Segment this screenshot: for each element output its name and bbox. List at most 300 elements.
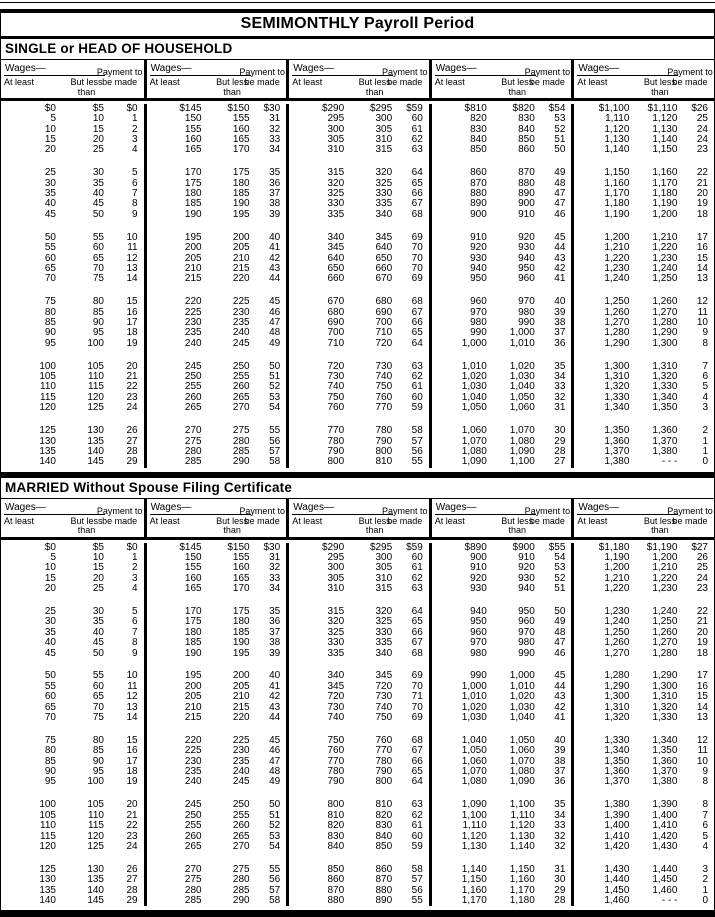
but-less-than-cell: 930: [518, 572, 535, 584]
column-group: [571, 543, 714, 907]
but-less-than-cell: 1,180: [652, 188, 678, 200]
payment-cell: 37: [554, 766, 566, 778]
payment-to-be-made-label: Payment to be made: [96, 505, 143, 526]
at-least-cell: 720: [327, 691, 345, 703]
at-least-cell: 120: [39, 840, 56, 852]
payment-cell: 33: [269, 572, 281, 584]
payment-cell: 4: [132, 583, 138, 595]
at-least-cell: 990: [470, 327, 487, 339]
table-row: [147, 243, 287, 253]
payment-cell: 22: [696, 605, 708, 617]
at-least-label: At least: [434, 76, 465, 87]
but-less-than-cell: $150: [227, 541, 250, 553]
at-least-cell: 255: [184, 820, 202, 832]
payment-cell: 33: [269, 134, 281, 146]
wage-sublabels: [435, 515, 536, 537]
at-least-cell: 160: [184, 572, 202, 584]
table-row: [289, 703, 429, 713]
column-group-header: [1, 60, 144, 98]
payment-cell: 35: [269, 167, 281, 179]
but-less-than-cell: 960: [518, 616, 535, 628]
wage-sublabels: [4, 515, 105, 537]
table-row: [1, 865, 144, 875]
payment-cell: 39: [269, 208, 281, 220]
but-less-than-cell: 130: [87, 425, 104, 437]
at-least-cell: 320: [327, 177, 345, 189]
payment-cell: 25: [696, 113, 708, 125]
but-less-than-cell: - - -: [661, 894, 678, 906]
payment-cell: 39: [554, 306, 566, 318]
table-row: [432, 875, 572, 885]
table-row: [289, 189, 429, 199]
payment-cell: 1: [702, 884, 708, 896]
payment-cell: 16: [696, 680, 708, 692]
table-row: [147, 543, 287, 553]
payment-cell: 31: [269, 113, 281, 125]
but-less-than-cell: 1,040: [509, 381, 535, 393]
table-row: [1, 574, 144, 584]
column-group: [571, 104, 714, 468]
payment-cell: 4: [132, 144, 138, 156]
table-row: [147, 339, 287, 349]
payment-cell: 8: [702, 799, 708, 811]
payment-cell: 28: [126, 884, 138, 896]
column-group: [1, 104, 144, 468]
but-less-than-cell: 105: [87, 360, 104, 372]
table-row: [432, 297, 572, 307]
at-least-cell: 185: [184, 198, 202, 210]
payment-cell: 33: [554, 381, 566, 393]
payment-cell: 7: [132, 626, 138, 638]
at-least-cell: 850: [470, 144, 487, 156]
but-less-than-cell: 225: [232, 734, 250, 746]
payment-cell: 44: [269, 273, 281, 285]
payment-cell: 7: [702, 360, 708, 372]
payment-cell: 29: [554, 884, 566, 896]
at-least-cell: 1,120: [604, 123, 630, 135]
but-less-than-cell: 1,440: [652, 863, 678, 875]
payment-cell: 24: [696, 123, 708, 135]
table-row: [432, 426, 572, 436]
at-least-cell: 135: [39, 884, 56, 896]
table-row: [147, 437, 287, 447]
table-row: [1, 114, 144, 124]
payment-cell: 70: [411, 242, 423, 254]
at-least-cell: 1,050: [461, 745, 487, 757]
at-least-cell: 1,130: [604, 134, 630, 146]
table-row: [289, 264, 429, 274]
table-row: [289, 736, 429, 746]
at-least-cell: $290: [321, 102, 345, 114]
payment-cell: 54: [269, 840, 281, 852]
table-row: [147, 274, 287, 284]
table-row: [289, 318, 429, 328]
payment-cell: 18: [696, 647, 708, 659]
at-least-cell: 640: [327, 252, 345, 264]
table-row: [574, 274, 714, 284]
at-least-cell: 135: [39, 445, 56, 457]
table-row: [289, 382, 429, 392]
at-least-cell: 45: [44, 208, 56, 220]
at-least-cell: 295: [327, 551, 345, 563]
payment-cell: 52: [554, 123, 566, 135]
payment-cell: 31: [554, 402, 566, 414]
at-least-label: At least: [4, 76, 35, 87]
column-group-header: [429, 499, 572, 537]
at-least-cell: 960: [470, 626, 487, 638]
table-row: [432, 393, 572, 403]
but-less-than-cell: 880: [375, 884, 393, 896]
payment-cell: 53: [554, 113, 566, 125]
table-row: [432, 628, 572, 638]
but-less-than-cell: 260: [232, 381, 250, 393]
but-less-than-cell: 1,240: [652, 262, 678, 274]
payment-cell: 2: [132, 123, 138, 135]
table-row: [574, 125, 714, 135]
at-least-cell: 1,110: [605, 113, 630, 125]
payment-cell: 9: [702, 327, 708, 339]
at-least-cell: 1,270: [604, 647, 630, 659]
at-least-cell: 1,290: [604, 337, 630, 349]
but-less-than-cell: 830: [375, 820, 393, 832]
table-row: [1, 135, 144, 145]
but-less-than-cell: 335: [375, 198, 393, 210]
but-less-than-label: But less than: [70, 76, 103, 97]
payment-cell: 5: [132, 605, 138, 617]
at-least-label: At least: [149, 76, 180, 87]
table-row: [432, 125, 572, 135]
at-least-cell: 750: [327, 391, 345, 403]
but-less-than-cell: 105: [87, 799, 104, 811]
column-group: [1, 543, 144, 907]
at-least-cell: 1,280: [604, 670, 630, 682]
payment-cell: 66: [411, 755, 423, 767]
table-row: [147, 842, 287, 852]
at-least-cell: 1,070: [461, 766, 487, 778]
table-row: [1, 457, 144, 467]
table-row: [432, 168, 572, 178]
at-least-cell: 310: [327, 144, 345, 156]
table-row: [1, 713, 144, 723]
table-row: [432, 563, 572, 573]
but-less-than-cell: 1,140: [652, 134, 678, 146]
payment-cell: 34: [554, 809, 566, 821]
but-less-than-cell: 265: [232, 391, 250, 403]
at-least-cell: 50: [44, 231, 56, 243]
but-less-than-cell: 680: [375, 296, 393, 308]
payment-cell: 59: [411, 402, 423, 414]
at-least-cell: 960: [470, 296, 487, 308]
at-least-cell: 165: [184, 144, 202, 156]
at-least-cell: 1,120: [461, 830, 487, 842]
payment-cell: 65: [411, 177, 423, 189]
payment-cell: 35: [554, 799, 566, 811]
but-less-than-cell: 160: [232, 123, 250, 135]
but-less-than-cell: 1,250: [652, 273, 678, 285]
payment-cell: 4: [702, 840, 708, 852]
at-least-cell: 1,380: [604, 456, 630, 468]
payment-cell: 61: [411, 123, 423, 135]
table-row: [432, 362, 572, 372]
but-less-than-cell: 205: [232, 242, 250, 254]
table-row: [574, 457, 714, 467]
table-row: [432, 736, 572, 746]
at-least-cell: 240: [184, 776, 202, 788]
table-row: [147, 607, 287, 617]
table-row: [147, 886, 287, 896]
payment-cell: 51: [554, 134, 566, 146]
at-least-cell: 335: [327, 647, 345, 659]
at-least-cell: 1,110: [462, 820, 487, 832]
table-row: [147, 811, 287, 821]
payment-cell: 64: [411, 776, 423, 788]
payment-cell: 17: [696, 670, 708, 682]
payment-cell: 61: [411, 820, 423, 832]
at-least-cell: $1,100: [598, 102, 630, 114]
payment-cell: 51: [554, 583, 566, 595]
payment-cell: 10: [696, 755, 708, 767]
payment-cell: 22: [126, 820, 138, 832]
payment-cell: 12: [126, 691, 138, 703]
table-row: [574, 736, 714, 746]
table-row: [432, 308, 572, 318]
payment-cell: 11: [127, 242, 138, 254]
but-less-than-cell: 215: [232, 701, 250, 713]
payment-cell: 20: [696, 188, 708, 200]
but-less-than-cell: 240: [232, 766, 250, 778]
but-less-than-cell: 1,420: [652, 830, 678, 842]
at-least-cell: 1,370: [604, 776, 630, 788]
payment-cell: 17: [126, 316, 138, 328]
payment-cell: 5: [702, 381, 708, 393]
at-least-cell: 225: [184, 306, 202, 318]
but-less-than-cell: 890: [375, 894, 393, 906]
but-less-than-cell: 80: [92, 296, 104, 308]
but-less-than-cell: 40: [92, 188, 104, 200]
but-less-than-cell: 305: [375, 123, 393, 135]
payment-cell: 62: [411, 371, 423, 383]
at-least-cell: 225: [184, 745, 202, 757]
payment-cell: 25: [696, 562, 708, 574]
table-row: [289, 199, 429, 209]
but-less-than-cell: 115: [88, 820, 104, 832]
payment-cell: 34: [269, 583, 281, 595]
but-less-than-cell: 290: [232, 894, 250, 906]
payment-cell: 43: [554, 691, 566, 703]
payment-cell: 50: [269, 360, 281, 372]
but-less-than-cell: 1,010: [509, 680, 535, 692]
table-row: [574, 896, 714, 906]
but-less-than-cell: 1,080: [509, 435, 535, 447]
table-row: [432, 403, 572, 413]
but-less-than-cell: 300: [375, 113, 393, 125]
table-row: [574, 638, 714, 648]
at-least-cell: 70: [44, 711, 56, 723]
table-row: [432, 553, 572, 563]
table-row: [147, 800, 287, 810]
but-less-than-cell: 1,050: [509, 734, 535, 746]
but-less-than-label: But less than: [216, 515, 249, 536]
at-least-cell: 15: [44, 572, 56, 584]
at-least-cell: 340: [327, 231, 345, 243]
table-row: [289, 777, 429, 787]
at-least-cell: 310: [327, 583, 345, 595]
payment-cell: 36: [554, 337, 566, 349]
table-row: [574, 671, 714, 681]
table-row: [289, 649, 429, 659]
payment-cell: 65: [411, 327, 423, 339]
but-less-than-cell: 320: [375, 605, 393, 617]
table-row: [432, 318, 572, 328]
payment-cell: 46: [554, 647, 566, 659]
table-row: [147, 777, 287, 787]
table-row: [574, 168, 714, 178]
at-least-cell: 720: [327, 360, 345, 372]
table-row: [147, 210, 287, 220]
but-less-than-cell: 720: [375, 680, 393, 692]
table-row: [289, 574, 429, 584]
payment-cell: 24: [126, 840, 138, 852]
but-less-than-cell: 255: [232, 371, 250, 383]
payment-cell: 23: [696, 583, 708, 595]
but-less-than-cell: 195: [232, 647, 250, 659]
at-least-cell: 25: [44, 605, 56, 617]
payment-cell: 46: [269, 306, 281, 318]
table-row: [289, 682, 429, 692]
but-less-than-cell: 300: [375, 551, 393, 563]
but-less-than-cell: 1,310: [652, 360, 678, 372]
payment-cell: 54: [554, 551, 566, 563]
table-row: [1, 145, 144, 155]
table-row: [289, 437, 429, 447]
but-less-than-cell: 870: [518, 167, 535, 179]
but-less-than-cell: 285: [232, 884, 250, 896]
table-row: [1, 875, 144, 885]
but-less-than-cell: 810: [375, 799, 393, 811]
payment-cell: 6: [132, 616, 138, 628]
but-less-than-cell: 30: [92, 167, 104, 179]
table-row: [147, 233, 287, 243]
table-row: [289, 243, 429, 253]
table-row: [289, 607, 429, 617]
payment-cell: 14: [126, 711, 138, 723]
payment-cell: 12: [696, 734, 708, 746]
at-least-label: At least: [4, 515, 35, 526]
payment-cell: 41: [554, 711, 566, 723]
table-row: [432, 671, 572, 681]
table-row: [1, 736, 144, 746]
at-least-cell: 930: [470, 252, 487, 264]
table-row: [147, 403, 287, 413]
but-less-than-cell: 75: [92, 273, 104, 285]
payment-cell: 9: [702, 766, 708, 778]
table-row: [1, 382, 144, 392]
but-less-than-cell: 770: [375, 402, 393, 414]
table-row: [574, 437, 714, 447]
payment-cell: 37: [269, 188, 281, 200]
table-row: [432, 607, 572, 617]
table-row: [1, 638, 144, 648]
payment-cell: 53: [269, 391, 281, 403]
payment-cell: 1: [702, 445, 708, 457]
but-less-than-cell: 130: [87, 863, 104, 875]
but-less-than-cell: 270: [232, 402, 250, 414]
payment-to-be-made-label: Payment to be made: [239, 66, 285, 87]
payment-cell: 43: [554, 252, 566, 264]
payment-to-be-made-label: Payment to be made: [667, 66, 713, 87]
payment-cell: 66: [411, 626, 423, 638]
at-least-cell: 125: [39, 863, 56, 875]
but-less-than-cell: 275: [232, 863, 250, 875]
table-row: [574, 393, 714, 403]
payment-cell: 68: [411, 734, 423, 746]
payment-cell: 6: [702, 820, 708, 832]
but-less-than-cell: 1,460: [652, 884, 678, 896]
table-row: [1, 821, 144, 831]
at-least-cell: 205: [184, 691, 202, 703]
at-least-cell: $0: [44, 541, 56, 553]
but-less-than-cell: 1,260: [652, 296, 678, 308]
at-least-cell: 195: [184, 670, 202, 682]
payment-cell: 0: [702, 456, 708, 468]
table-row: [147, 649, 287, 659]
at-least-cell: 760: [327, 745, 345, 757]
at-least-cell: 870: [470, 177, 487, 189]
at-least-cell: $1,180: [598, 541, 630, 553]
payment-to-be-made-label: Payment to be made: [524, 505, 571, 526]
table-row: [147, 318, 287, 328]
at-least-cell: 1,340: [604, 402, 630, 414]
table-row: [289, 179, 429, 189]
at-least-cell: 770: [327, 755, 345, 767]
at-least-cell: 810: [327, 809, 345, 821]
at-least-cell: 660: [327, 273, 345, 285]
table-row: [574, 832, 714, 842]
payment-cell: 68: [411, 208, 423, 220]
payment-cell: 15: [126, 296, 138, 308]
at-least-cell: 245: [184, 799, 202, 811]
but-less-than-cell: 780: [375, 755, 393, 767]
but-less-than-cell: 205: [232, 680, 250, 692]
table-row: [289, 800, 429, 810]
but-less-than-cell: $5: [92, 102, 104, 114]
at-least-cell: 1,210: [604, 572, 630, 584]
payment-cell: 6: [702, 371, 708, 383]
at-least-cell: 210: [184, 262, 202, 274]
but-less-than-cell: 220: [232, 273, 250, 285]
table-row: [147, 671, 287, 681]
at-least-cell: 700: [327, 327, 345, 339]
at-least-cell: 120: [39, 402, 56, 414]
at-least-cell: 1,170: [604, 188, 630, 200]
at-least-cell: 1,220: [604, 583, 630, 595]
at-least-cell: 1,260: [604, 306, 630, 318]
at-least-cell: 1,350: [604, 425, 630, 437]
at-least-cell: 1,060: [461, 425, 487, 437]
but-less-than-cell: 125: [87, 402, 104, 414]
table-row: [289, 811, 429, 821]
but-less-than-label: But less than: [643, 515, 676, 536]
table-row: [1, 703, 144, 713]
table-row: [289, 821, 429, 831]
bottom-border-bar: [1, 910, 714, 917]
payment-cell: 42: [554, 701, 566, 713]
table-row: [574, 362, 714, 372]
at-least-cell: 265: [184, 840, 202, 852]
payment-to-be-made-label: Payment to be made: [96, 66, 143, 87]
payment-cell: 40: [269, 670, 281, 682]
but-less-than-cell: 245: [232, 776, 250, 788]
